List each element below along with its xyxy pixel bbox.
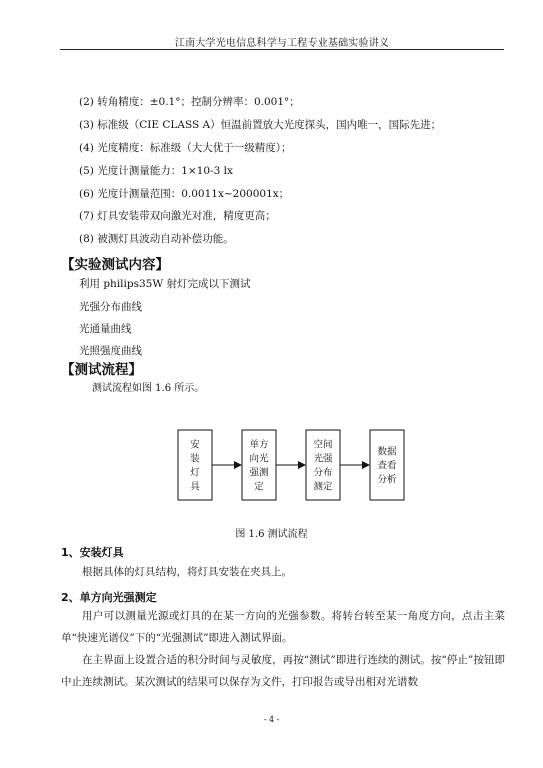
flowchart [160, 418, 397, 512]
step2-heading: 2、单方向光强测定 [61, 591, 157, 604]
spec-line: (2) 转角精度：±0.1°；控制分辨率：0.001°； [79, 96, 300, 108]
header-rule [60, 49, 504, 50]
section-heading-content: 【实验测试内容】 [61, 257, 169, 273]
page-number: - 4 - [263, 715, 280, 724]
flow-box-text: 定 [254, 481, 264, 493]
flow-box-text: 单方 [249, 439, 269, 451]
content-item: 利用 philips35W 射灯完成以下测试 [79, 278, 251, 290]
spec-line: (5) 光度计测量能力：1×10-3 lx [79, 165, 233, 177]
flow-box-text: 空间 [313, 439, 333, 451]
content-item: 光照强度曲线 [79, 345, 142, 357]
flow-box-text: 数据 [377, 446, 397, 458]
flow-box-text: 灯 [190, 467, 200, 479]
flow-box-text: 分析 [377, 474, 397, 486]
flow-box-text: 光强 [313, 453, 333, 465]
content-item: 光通量曲线 [79, 323, 132, 335]
spec-line: (3) 标准级（CIE CLASS A）恒温前置放大光度探头，国内唯一，国际先进； [79, 119, 442, 131]
step2-paragraph-2: 在主界面上设置合适的积分时间与灵敏度，再按“测试”即进行连续的测试。按“停止”按钮即中止连续测试。某次测试的结果可以保存为文件，打印报告或导出相对光谱数 [61, 654, 505, 688]
process-intro: 测试流程如图 1.6 所示。 [92, 383, 205, 394]
spec-line: (6) 光度计测量范围：0.0011x~200001x； [79, 188, 290, 200]
flow-box-text: 安 [190, 439, 200, 451]
flow-box-text: 分布 [313, 467, 333, 479]
figure-caption: 图 1.6 测试流程 [235, 529, 308, 540]
content-item: 光强分布曲线 [79, 301, 142, 313]
section-heading-process: 【测试流程】 [61, 362, 142, 378]
spec-line: (7) 灯具安装带双向激光对准，精度更高； [79, 210, 276, 222]
spec-line: (4) 光度精度：标准级（大大优于一级精度）； [79, 142, 292, 154]
spec-line: (8) 被测灯具波动自动补偿功能。 [79, 233, 234, 245]
flow-box-text: 装 [190, 453, 200, 465]
step1-text: 根据具体的灯具结构，将灯具安装在夹具上。 [82, 566, 292, 578]
flow-box-text: 具 [190, 481, 200, 493]
flow-box-text: 强测 [249, 467, 269, 479]
flow-box-text: 测定 [313, 481, 333, 493]
step2-paragraph-1: 用户可以测量光源或灯具的在某一方向的光强参数。将转台转至某一角度方向，点击主菜单“快速光谱仪”下的“光强测试”即进入测试界面。 [61, 610, 505, 644]
flow-box-text: 向光 [249, 453, 269, 465]
flow-box-text: 查看 [377, 460, 397, 472]
step1-heading: 1、安装灯具 [61, 546, 124, 559]
running-header: 江南大学光电信息科学与工程专业基础实验讲义 [174, 38, 390, 49]
